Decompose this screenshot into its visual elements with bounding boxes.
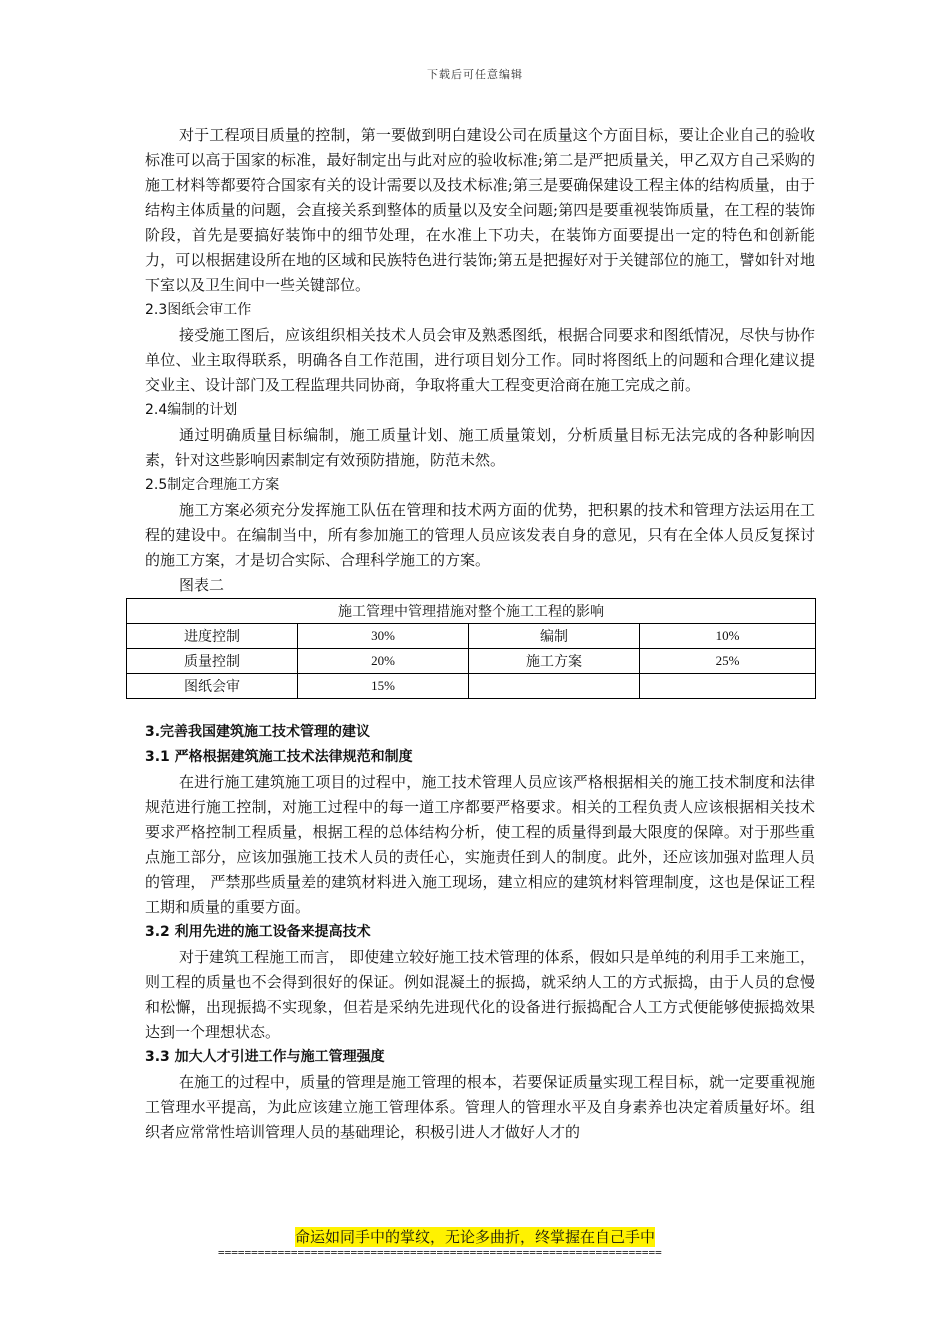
section-3-2-paragraph: 对于建筑工程施工而言， 即使建立较好施工技术管理的体系，假如只是单纯的利用手工来施工，则工程的质量也不会得到很好的保证。例如混凝土的振捣，就采纳人工的方式振捣，由于人员的怠慢和松懈，出现振捣不实现象，但若是采纳先进现代化的设备进行振捣配合人工方式便能够使振捣效果达到一个理想状态。	[145, 948, 815, 1041]
table-cell: 20%	[298, 649, 469, 674]
section-2-3-paragraph: 接受施工图后，应该组织相关技术人员会审及熟悉图纸，根据合同要求和图纸情况，尽快与协作单位、业主取得联系，明确各自工作范围，进行项目划分工作。同时将图纸上的问题和合理化建议提交业主、设计部门及工程监理共同协商，争取将重大工程变更洽商在施工完成之前。	[145, 326, 815, 394]
table-cell: 10%	[640, 624, 816, 649]
table-cell: 施工方案	[469, 649, 640, 674]
table-cell: 编制	[469, 624, 640, 649]
table-cell: 15%	[298, 674, 469, 699]
table-cell	[640, 674, 816, 699]
table-row	[127, 674, 816, 699]
table-title-row	[127, 599, 816, 624]
impact-table	[126, 598, 816, 699]
footer-motto	[0, 1226, 950, 1247]
section-2-5-paragraph: 施工方案必须充分发挥施工队伍在管理和技术两方面的优势，把积累的技术和管理方法运用在工程的建设中。在编制当中，所有参加施工的管理人员应该发表自身的意见，只有在全体人员反复探讨的施工方案，才是切合实际、合理科学施工的方案。	[145, 501, 815, 569]
table-cell: 30%	[298, 624, 469, 649]
footer-divider: ===================================================================	[218, 1246, 662, 1259]
section-3-1-paragraph: 在进行施工建筑施工项目的过程中，施工技术管理人员应该严格根据相关的施工技术制度和法律规范进行施工控制，对施工过程中的每一道工序都要严格要求。相关的工程负责人应该根据相关技术要求严格控制工程质量，根据工程的总体结构分析，使工程的质量得到最大限度的保障。对于那些重点施工部分，应该加强施工技术人员的责任心，实施责任到人的制度。此外，还应该加强对监理人员的管理， 严禁那些质量差的建筑材料进入施工现场，建立相应的建筑材料管理制度，这也是保证工程工期和质量的重要方面。	[145, 773, 815, 916]
section-2-3-heading: 2.3图纸会审工作	[145, 302, 252, 318]
footer-motto-text: 命运如同手中的掌纹，无论多曲折，终掌握在自己手中	[294, 1228, 655, 1246]
quality-control-paragraph: 对于工程项目质量的控制，第一要做到明白建设公司在质量这个方面目标，要让企业自己的验收标准可以高于国家的标准，最好制定出与此对应的验收标准;第二是严把质量关，甲乙双方自己采购的施工材料等都要符合国家有关的设计需要以及技术标准;第三是要确保建设工程主体的结构质量，由于结构主体质量的问题，会直接关系到整体的质量以及安全问题;第四是要重视装饰质量，在工程的装饰阶段，首先是要搞好装饰中的细节处理，在水准上下功夫，在装饰方面要提出一定的特色和创新能力，可以根据建设所在地的区域和民族特色进行装饰;第五是把握好对于关键部位的施工，譬如针对地下室以及卫生间中一些关键部位。	[145, 126, 815, 294]
section-2-4-paragraph: 通过明确质量目标编制，施工质量计划、施工质量策划，分析质量目标无法完成的各种影响因素，针对这些影响因素制定有效预防措施，防范未然。	[145, 426, 815, 469]
table-cell: 质量控制	[127, 649, 298, 674]
table-cell: 25%	[640, 649, 816, 674]
table-title: 施工管理中管理措施对整个施工工程的影响	[127, 599, 816, 624]
table-cell	[469, 674, 640, 699]
impact-table-wrapper	[126, 598, 816, 699]
table-cell: 图纸会审	[127, 674, 298, 699]
table-row	[127, 624, 816, 649]
figure-caption: 图表二	[179, 576, 225, 594]
section-3-3-paragraph: 在施工的过程中，质量的管理是施工管理的根本，若要保证质量实现工程目标，就一定要重视施工管理水平提高，为此应该建立施工管理体系。管理人的管理水平及自身素养也决定着质量好坏。组织者应常常性培训管理人员的基础理论，积极引进人才做好人才的	[145, 1073, 815, 1141]
section-3-2-heading: 3.2 利用先进的施工设备来提高技术	[145, 924, 371, 940]
section-3-heading: 3.完善我国建筑施工技术管理的建议	[145, 724, 371, 740]
section-2-4-heading: 2.4编制的计划	[145, 402, 238, 418]
table-cell: 进度控制	[127, 624, 298, 649]
section-3-3-heading: 3.3 加大人才引进工作与施工管理强度	[145, 1049, 385, 1065]
section-3-1-heading: 3.1 严格根据建筑施工技术法律规范和制度	[145, 749, 413, 765]
section-2-5-heading: 2.5制定合理施工方案	[145, 477, 280, 493]
document-body	[145, 123, 815, 1145]
page-header: 下载后可任意编辑	[427, 68, 523, 81]
table-row	[127, 649, 816, 674]
